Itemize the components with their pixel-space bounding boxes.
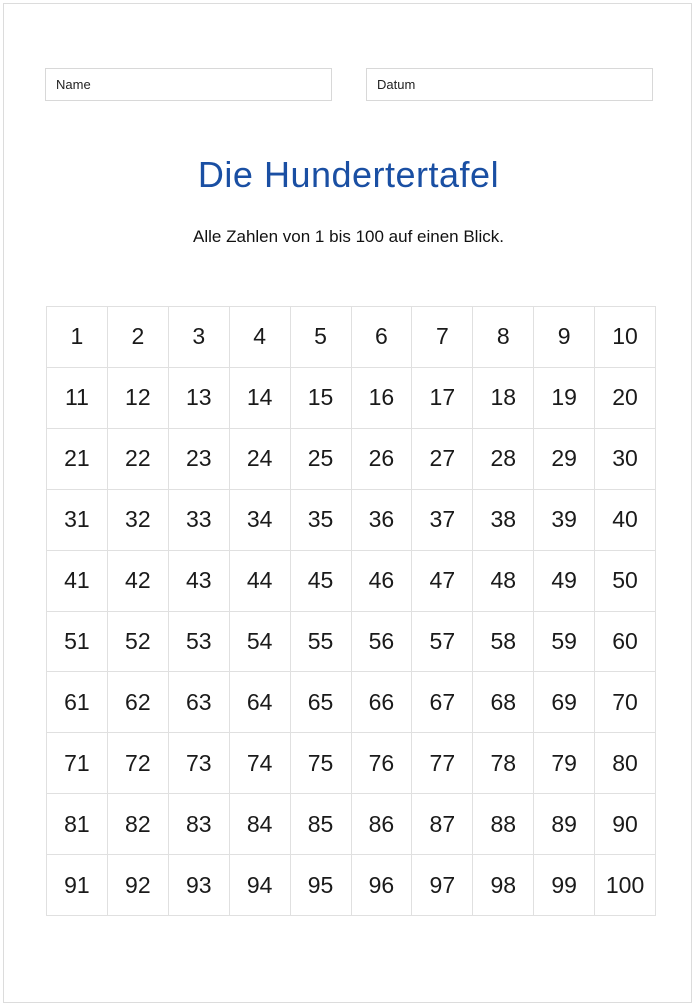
grid-cell: 40 [595, 490, 656, 551]
grid-cell: 85 [291, 794, 352, 855]
grid-cell: 84 [230, 794, 291, 855]
grid-cell: 73 [169, 733, 230, 794]
grid-cell: 17 [412, 368, 473, 429]
grid-cell: 99 [534, 855, 595, 916]
hundred-grid [46, 306, 656, 916]
grid-cell: 12 [108, 368, 169, 429]
grid-cell: 4 [230, 307, 291, 368]
grid-cell: 69 [534, 672, 595, 733]
grid-cell: 31 [47, 490, 108, 551]
grid-cell: 34 [230, 490, 291, 551]
grid-cell: 9 [534, 307, 595, 368]
grid-cell: 30 [595, 429, 656, 490]
grid-cell: 23 [169, 429, 230, 490]
grid-cell: 78 [473, 733, 534, 794]
grid-cell: 39 [534, 490, 595, 551]
grid-cell: 38 [473, 490, 534, 551]
grid-cell: 95 [291, 855, 352, 916]
grid-cell: 33 [169, 490, 230, 551]
grid-cell: 89 [534, 794, 595, 855]
grid-cell: 13 [169, 368, 230, 429]
grid-cell: 74 [230, 733, 291, 794]
grid-cell: 36 [352, 490, 413, 551]
grid-cell: 91 [47, 855, 108, 916]
grid-cell: 20 [595, 368, 656, 429]
grid-cell: 43 [169, 551, 230, 612]
grid-cell: 46 [352, 551, 413, 612]
grid-cell: 59 [534, 612, 595, 673]
grid-cell: 82 [108, 794, 169, 855]
grid-cell: 92 [108, 855, 169, 916]
grid-cell: 76 [352, 733, 413, 794]
grid-cell: 11 [47, 368, 108, 429]
grid-cell: 87 [412, 794, 473, 855]
grid-cell: 25 [291, 429, 352, 490]
grid-cell: 86 [352, 794, 413, 855]
grid-cell: 48 [473, 551, 534, 612]
grid-cell: 7 [412, 307, 473, 368]
grid-cell: 66 [352, 672, 413, 733]
grid-cell: 54 [230, 612, 291, 673]
grid-cell: 27 [412, 429, 473, 490]
grid-cell: 35 [291, 490, 352, 551]
grid-cell: 62 [108, 672, 169, 733]
grid-cell: 28 [473, 429, 534, 490]
grid-cell: 26 [352, 429, 413, 490]
grid-cell: 5 [291, 307, 352, 368]
grid-cell: 83 [169, 794, 230, 855]
grid-cell: 53 [169, 612, 230, 673]
grid-cell: 22 [108, 429, 169, 490]
grid-cell: 58 [473, 612, 534, 673]
grid-cell: 15 [291, 368, 352, 429]
grid-cell: 98 [473, 855, 534, 916]
grid-cell: 49 [534, 551, 595, 612]
grid-cell: 45 [291, 551, 352, 612]
grid-cell: 3 [169, 307, 230, 368]
grid-cell: 51 [47, 612, 108, 673]
grid-cell: 68 [473, 672, 534, 733]
grid-cell: 8 [473, 307, 534, 368]
page-title: Die Hundertertafel [197, 154, 500, 195]
grid-cell: 50 [595, 551, 656, 612]
grid-cell: 44 [230, 551, 291, 612]
grid-cell: 77 [412, 733, 473, 794]
grid-cell: 71 [47, 733, 108, 794]
page-subtitle: Alle Zahlen von 1 bis 100 auf einen Blick. [193, 227, 504, 246]
grid-cell: 19 [534, 368, 595, 429]
grid-cell: 2 [108, 307, 169, 368]
grid-cell: 61 [47, 672, 108, 733]
grid-cell: 41 [47, 551, 108, 612]
grid-cell: 81 [47, 794, 108, 855]
grid-cell: 42 [108, 551, 169, 612]
grid-cell: 55 [291, 612, 352, 673]
grid-cell: 57 [412, 612, 473, 673]
grid-cell: 90 [595, 794, 656, 855]
grid-cell: 37 [412, 490, 473, 551]
grid-cell: 64 [230, 672, 291, 733]
date-field[interactable] [366, 68, 653, 101]
grid-cell: 97 [412, 855, 473, 916]
date-field-label: Datum [377, 77, 416, 92]
grid-cell: 65 [291, 672, 352, 733]
grid-cell: 1 [47, 307, 108, 368]
grid-cell: 32 [108, 490, 169, 551]
grid-cell: 21 [47, 429, 108, 490]
grid-cell: 80 [595, 733, 656, 794]
grid-cell: 79 [534, 733, 595, 794]
grid-cell: 72 [108, 733, 169, 794]
grid-cell: 29 [534, 429, 595, 490]
grid-cell: 10 [595, 307, 656, 368]
grid-cell: 56 [352, 612, 413, 673]
grid-cell: 75 [291, 733, 352, 794]
grid-cell: 93 [169, 855, 230, 916]
grid-cell: 6 [352, 307, 413, 368]
grid-cell: 63 [169, 672, 230, 733]
grid-cell: 14 [230, 368, 291, 429]
name-field[interactable] [45, 68, 332, 101]
grid-cell: 47 [412, 551, 473, 612]
grid-cell: 96 [352, 855, 413, 916]
grid-cell: 18 [473, 368, 534, 429]
grid-cell: 24 [230, 429, 291, 490]
grid-cell: 100 [595, 855, 656, 916]
grid-cell: 60 [595, 612, 656, 673]
grid-cell: 88 [473, 794, 534, 855]
grid-cell: 70 [595, 672, 656, 733]
grid-cell: 52 [108, 612, 169, 673]
grid-cell: 67 [412, 672, 473, 733]
name-field-label: Name [56, 77, 91, 92]
grid-cell: 94 [230, 855, 291, 916]
grid-cell: 16 [352, 368, 413, 429]
